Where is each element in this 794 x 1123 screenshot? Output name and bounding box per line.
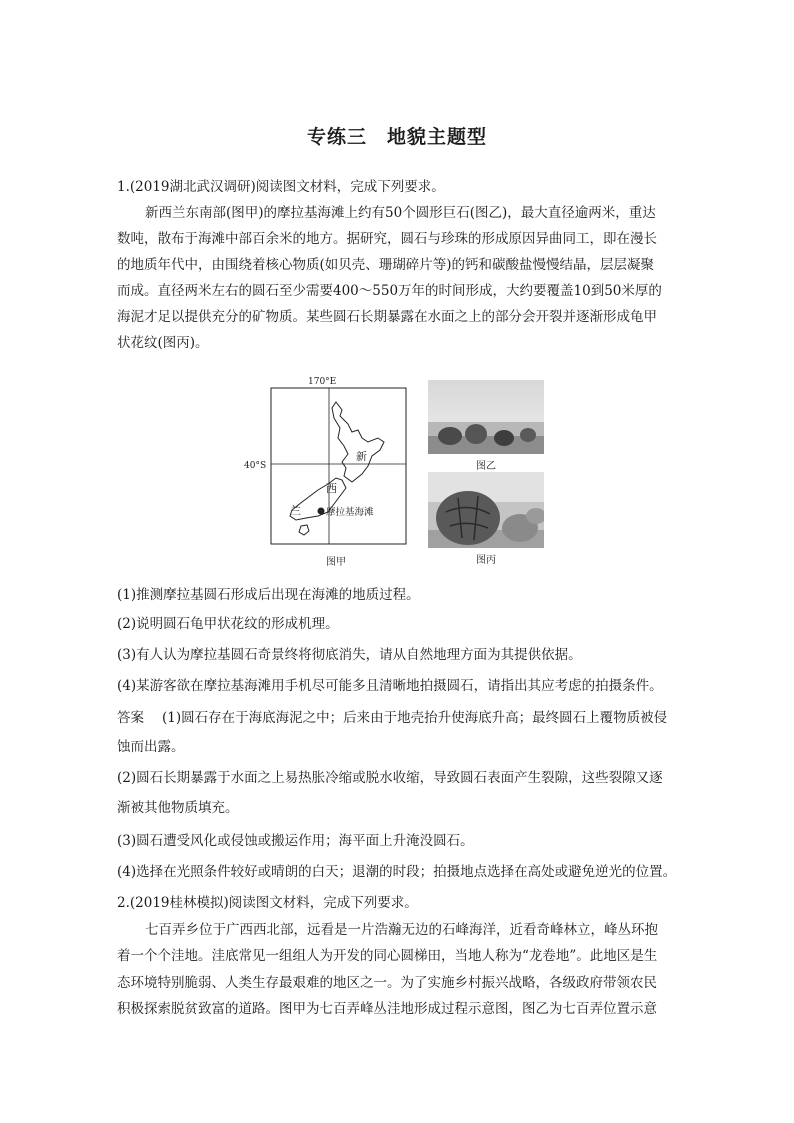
question-2-paragraph-line: 着一个个洼地。洼底常见一组组人为开发的同心圆梯田，当地人称为“龙卷地”。此地区是生 <box>117 948 658 964</box>
new-zealand-map <box>244 372 414 552</box>
answer-line: 渐被其他物质填充。 <box>117 800 239 816</box>
north-island-outline <box>332 402 384 482</box>
stewart-island-outline <box>299 525 309 535</box>
figure-b-caption: 图乙 <box>476 461 496 472</box>
place-label: 摩拉基海滩 <box>326 507 374 518</box>
question-1-paragraph-line: 而成。直径两米左右的圆石至少需要400～550万年的时间形成，大约要覆盖10到50米厚的 <box>117 283 662 299</box>
answer-text: (1)圆石存在于海底海泥之中；后来由于地壳抬升使海底升高；最终圆石上覆物质被侵 <box>162 710 668 726</box>
answer-line <box>117 708 682 728</box>
answer-line: (4)选择在光照条件较好或晴朗的白天；退潮的时段；拍摄地点选择在高处或避免逆光的位置。 <box>117 864 677 880</box>
question-1-paragraph-line: 新西兰东南部(图甲)的摩拉基海滩上约有50个圆形巨石(图乙)，最大直径逾两米，重达 <box>145 205 656 221</box>
answer-line: (3)圆石遭受风化或侵蚀或搬运作用；海平面上升淹没圆石。 <box>117 833 474 849</box>
map-label-xi: 西 <box>326 482 337 495</box>
question-1-paragraph-line: 数吨，散布于海滩中部百余米的地方。据研究，圆石与珍珠的形成原因异曲同工，即在漫长 <box>117 231 657 247</box>
question-2-paragraph-line: 态环境特别脆弱、人类生存最艰难的地区之一。为了实施乡村振兴战略，各级政府带领农民 <box>117 975 657 991</box>
page-title: 专练三 地貌主题型 <box>306 126 487 148</box>
figure-c-caption: 图丙 <box>476 555 496 566</box>
question-1-subquestion: (4)某游客欲在摩拉基海滩用手机尽可能多且清晰地拍摄圆石，请指出其应考虑的拍摄条件。 <box>117 678 663 694</box>
map-label-xin: 新 <box>356 450 367 463</box>
photo-cracked-boulder <box>428 472 544 548</box>
answer-line: (2)圆石长期暴露于水面之上易热胀冷缩或脱水收缩，导致圆石表面产生裂隙，这些裂隙又逐 <box>117 770 663 786</box>
question-1-intro: 1.(2019湖北武汉调研)阅读图文材料，完成下列要求。 <box>117 179 445 195</box>
map-label-lan: 兰 <box>290 504 301 517</box>
question-2-paragraph-line: 积极探索脱贫致富的道路。图甲为七百弄峰丛洼地形成过程示意图，图乙为七百弄位置示意 <box>117 1001 657 1017</box>
longitude-label: 170°E <box>308 377 337 387</box>
question-1-subquestion: (1)推测摩拉基圆石形成后出现在海滩的地质过程。 <box>117 587 420 603</box>
figure-a-caption: 图甲 <box>326 557 346 568</box>
question-2-intro: 2.(2019桂林模拟)阅读图文材料，完成下列要求。 <box>117 895 418 911</box>
latitude-label: 40°S <box>244 461 267 471</box>
question-1-paragraph-line: 状花纹(图丙)。 <box>117 335 209 351</box>
question-1-subquestion: (3)有人认为摩拉基圆石奇景终将彻底消失，请从自然地理方面为其提供依据。 <box>117 647 582 663</box>
question-1-subquestion: (2)说明圆石龟甲状花纹的形成机理。 <box>117 616 339 632</box>
question-1-paragraph-line: 海泥才足以提供充分的矿物质。某些圆石长期暴露在水面之上的部分会开裂并逐渐形成龟甲 <box>117 309 657 325</box>
question-1-paragraph-line: 的地质年代中，由围绕着核心物质(如贝壳、珊瑚碎片等)的钙和碳酸盐慢慢结晶，层层凝聚 <box>117 257 655 273</box>
question-2-paragraph-line: 七百弄乡位于广西西北部，远看是一片浩瀚无边的石峰海洋，近看奇峰林立，峰丛环抱 <box>145 922 658 938</box>
answer-label: 答案 <box>117 710 144 726</box>
location-marker <box>318 508 325 515</box>
photo-boulders <box>428 380 544 454</box>
map-frame <box>271 388 406 544</box>
answer-line: 蚀而出露。 <box>117 739 185 755</box>
